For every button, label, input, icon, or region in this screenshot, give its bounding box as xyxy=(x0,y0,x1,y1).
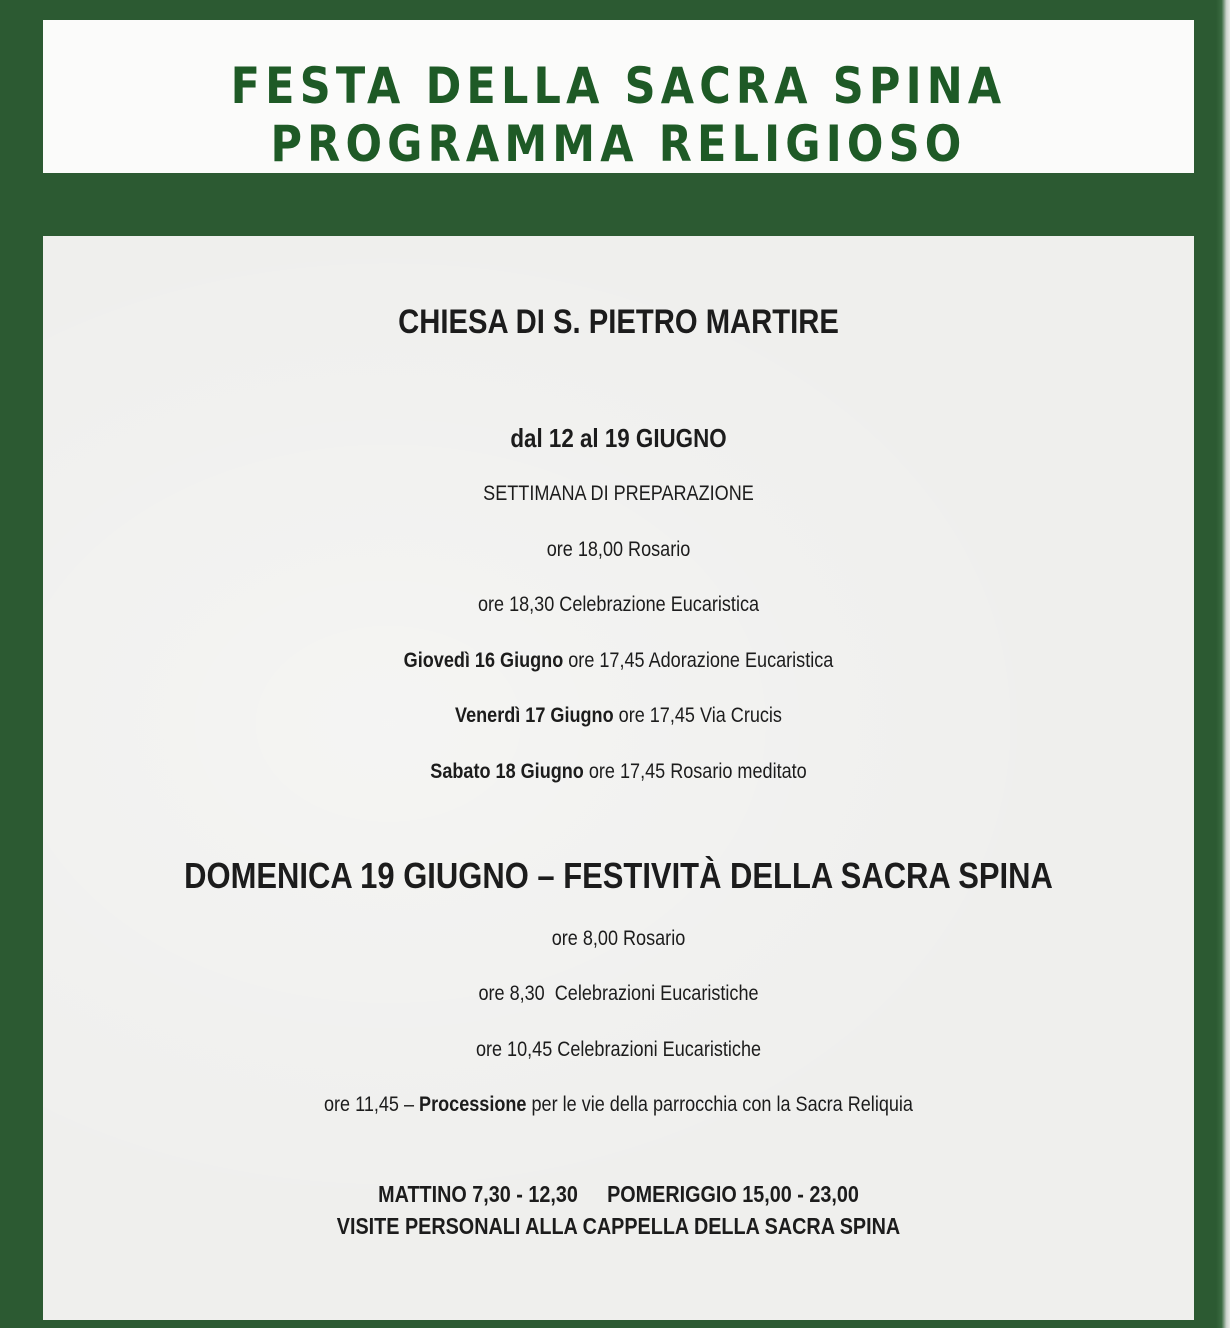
event-thursday xyxy=(124,647,1114,675)
page-edge xyxy=(1216,0,1230,1328)
week-subtitle: SETTIMANA DI PREPARAZIONE xyxy=(483,482,754,505)
event-text: ore 17,45 Via Crucis xyxy=(618,704,782,727)
sunday-item: ore 8,30 Celebrazioni Eucaristiche xyxy=(478,982,759,1005)
sunday-procession xyxy=(124,1091,1114,1119)
title-line-2: PROGRAMMA RELIGIOSO xyxy=(270,115,967,173)
week-dates: dal 12 al 19 GIUGNO xyxy=(510,423,727,453)
event-friday xyxy=(124,702,1114,730)
sunday-item: ore 10,45 Celebrazioni Eucaristiche xyxy=(475,1038,762,1061)
event-text: ore 17,45 Rosario meditato xyxy=(588,760,807,783)
procession-suffix: per le vie della parrocchia con la Sacra Reliquia xyxy=(526,1093,913,1116)
visit-label: VISITE PERSONALI ALLA CAPPELLA DELLA SACRA SPINA xyxy=(336,1213,901,1239)
church-heading: CHIESA DI S. PIETRO MARTIRE xyxy=(398,303,839,341)
event-text: ore 17,45 Adorazione Eucaristica xyxy=(568,649,834,672)
event-saturday xyxy=(124,758,1114,786)
title-line-1: FESTA DELLA SACRA SPINA xyxy=(230,57,1007,115)
sunday-heading: DOMENICA 19 GIUGNO – FESTIVITÀ DELLA SACRA SPINA xyxy=(184,855,1053,896)
visit-hours xyxy=(124,1179,1114,1209)
visit-afternoon: POMERIGGIO 15,00 - 23,00 xyxy=(607,1181,859,1207)
title-banner xyxy=(43,20,1194,173)
event-day: Sabato 18 Giugno xyxy=(430,760,584,783)
procession-prefix: ore 11,45 – xyxy=(324,1093,420,1116)
sunday-item: ore 8,00 Rosario xyxy=(551,927,686,950)
program-panel xyxy=(43,236,1194,1320)
event-day: Giovedì 16 Giugno xyxy=(403,649,564,672)
week-mass: ore 18,30 Celebrazione Eucaristica xyxy=(477,593,760,616)
event-day: Venerdì 17 Giugno xyxy=(455,704,614,727)
week-rosary: ore 18,00 Rosario xyxy=(546,538,691,561)
visit-morning: MATTINO 7,30 - 12,30 xyxy=(378,1181,578,1207)
procession-bold: Processione xyxy=(419,1093,527,1116)
